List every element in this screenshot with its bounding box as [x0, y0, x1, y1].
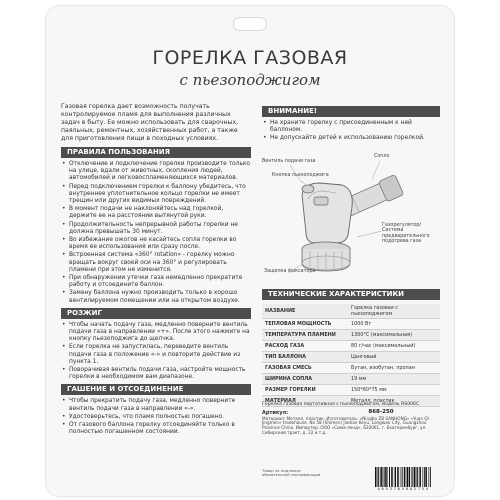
spec-value: Металл, пластик: [348, 395, 440, 406]
table-row: [262, 340, 440, 351]
list-item: • Не допускайте детей к использованию горелкой.: [262, 135, 440, 142]
barcode-bar: [404, 467, 406, 487]
barcode-bar: [394, 467, 395, 487]
barcode-bar: [407, 467, 408, 487]
article-code: 868-250: [368, 408, 394, 415]
barcode-bar: [402, 467, 403, 487]
specs-heading: ТЕХНИЧЕСКИЕ ХАРАКТЕРИСТИКИ: [262, 289, 440, 300]
list-item: • Продолжительность непрерывной работы горелки не должна превышать 30 минут.: [61, 222, 251, 236]
packaging-card: [45, 5, 455, 497]
list-item: • Во избежание ожогов не касайтесь сопла горелки во время ее использования или сразу после.: [61, 237, 251, 251]
list-item: • Встроенная система «360° rotation» - горелку можно вращать вокруг своей оси на 360° и регулировать пламени при этом не изменится.: [61, 252, 251, 274]
label-nozzle: Сопло: [374, 153, 390, 159]
barcode-bars: [374, 467, 432, 487]
table-row: [262, 373, 440, 384]
spec-value: 1000 Вт: [348, 318, 440, 329]
label-clamp: Защелка фиксатора: [264, 268, 316, 274]
spec-value: Цанговый: [348, 351, 440, 362]
torch-diagram: [262, 151, 440, 286]
spec-value: 19 мм: [348, 373, 440, 384]
barcode-bar: [424, 467, 425, 487]
list-item: • Замену баллона нужно производить только в хорошо вентилируемом помещении или на открытом воздухе.: [61, 290, 251, 304]
spec-key: ГАЗОВАЯ СМЕСЬ: [262, 362, 348, 373]
list-item: • Чтобы начать подачу газа, медленно поверните вентиль подачи газа в направлении «+». После этого нажмите на кнопку пьезоподжига до щелчка.: [61, 322, 251, 344]
list-item: • Чтобы прекратить подачу газа, медленно поверните вентиль подачи газа в направлении «-».: [61, 398, 251, 412]
barcode-bar: [377, 467, 378, 487]
barcode-bar: [375, 467, 377, 487]
barcode-bar: [406, 467, 407, 487]
ignition-list: [61, 322, 251, 382]
list-item: • Не храните горелку с присоединенным к ней баллоном.: [262, 120, 440, 134]
barcode-bar: [425, 467, 427, 487]
barcode-bar: [378, 467, 379, 487]
certification-note: Товар не подлежит обязательной сертификации: [262, 468, 321, 478]
warning-heading: ВНИМАНИЕ!: [262, 106, 440, 117]
spec-key: ТЕМПЕРАТУРА ПЛАМЕНИ: [262, 329, 348, 340]
barcode-bar: [422, 467, 423, 487]
spec-value: 80 г/час (максимальный): [348, 340, 440, 351]
article-label: Артикул:: [262, 409, 289, 416]
spec-key: РАЗМЕР ГОРЕЛКИ: [262, 384, 348, 395]
spec-key: РАСХОД ГАЗА: [262, 340, 348, 351]
section-heading-extinguish: ГАШЕНИЕ И ОТСОЕДИНЕНИЕ: [61, 384, 251, 395]
barcode-bar: [419, 467, 421, 487]
label-valve: Вентиль подачи газа: [262, 158, 316, 164]
barcode-bar: [416, 467, 417, 487]
section-heading-usage: ПРАВИЛА ПОЛЬЗОВАНИЯ: [61, 147, 251, 158]
barcode-bar: [384, 467, 385, 487]
article-block: [262, 402, 440, 436]
section-heading-ignition: РОЗЖИГ: [61, 308, 251, 319]
barcode-number: 4 6 0 3 7 8 0 6 8 2 7 5 4: [377, 487, 429, 491]
hang-hole: [233, 17, 267, 31]
barcode-bar: [391, 467, 393, 487]
barcode-bar: [430, 467, 431, 487]
instructions-column: [61, 103, 251, 438]
spec-key: МАТЕРИАЛ: [262, 395, 348, 406]
barcode-bar: [428, 467, 429, 487]
barcode-bar: [412, 467, 413, 487]
info-column: [262, 103, 440, 407]
barcode-bar: [387, 467, 388, 487]
table-row: [262, 329, 440, 340]
barcode-bar: [397, 467, 399, 487]
list-item: • Удостоверьтесь, что пламя полностью погашено.: [61, 414, 251, 421]
barcode-bar: [409, 467, 411, 487]
barcode-bar: [414, 467, 416, 487]
spec-key: ШИРИНА СОПЛА: [262, 373, 348, 384]
table-row: [262, 384, 440, 395]
spec-value: 150*60*75 мм: [348, 384, 440, 395]
barcode-bar: [411, 467, 412, 487]
barcode-bar: [400, 467, 401, 487]
list-item: • Отключение и подключение горелки производите только на улице, вдали от животных, скопления людей, автомобилей и легковоспламеняющихся материалов.: [61, 161, 251, 183]
barcode-bar: [395, 467, 396, 487]
barcode-bar: [380, 467, 382, 487]
list-item: • Поворачивая вентиль подачи газа, настройте мощность горелки в необходимом вам диапазоне.: [61, 367, 251, 381]
barcode-bar: [417, 467, 418, 487]
spec-key: НАЗВАНИЕ: [262, 304, 348, 319]
bottom-row: [262, 467, 440, 495]
table-row: [262, 351, 440, 362]
barcode-bar: [383, 467, 384, 487]
barcode-bar: [389, 467, 390, 487]
table-row: [262, 304, 440, 319]
spec-key: ТИП БАЛЛОНА: [262, 351, 348, 362]
specs-table: [262, 304, 440, 407]
table-row: [262, 318, 440, 329]
list-item: • От газового баллона горелку отсоединяйте только в полностью погашенном состоянии.: [61, 422, 251, 436]
label-piezo: Кнопка пьезоподжига: [272, 172, 329, 178]
warning-list: [262, 120, 440, 143]
manufacturer-info: Материал: Металл, пластик. Изготовитель: «Ningbo ZB SANHONG» «Yuan Qi Jingmen» tradehouse. No 58 (Shimen) Jiadian Keyu, Longwan City, Guangzhou Province China. Импортер: ООО «Сима-ленд», 620061, г. Екатеринбург, ул. Сибирский тракт, д. 22 и т.д.: [262, 415, 429, 435]
spec-value: 1300°С (максимальная): [348, 329, 440, 340]
spec-value: Горелка газовая с пьезоподжигом: [348, 304, 440, 319]
spec-key: ТЕПЛОВАЯ МОЩНОСТЬ: [262, 318, 348, 329]
barcode: [374, 467, 432, 493]
table-row: [262, 362, 440, 373]
list-item: • Если горелка не запустилась, переведите вентиль подачи газа в положение «-» и повторите действие из пункта 1.: [61, 344, 251, 366]
list-item: • Перед подключением горелки к баллону убедитесь, что внутреннее уплотнительное кольцо горелки не имеет трещин или других видимых повреждений.: [61, 184, 251, 206]
usage-list: [61, 161, 251, 305]
list-item: • При обнаружении утечки газа немедленно прекратите работу и отсоедините баллон.: [61, 275, 251, 289]
intro-text: Газовая горелка дает возможность получать контролируемое пламя для выполнения различных задач в быту. Ее можно использовать для сварочных, паяльных, ремонтных, хозяйственных работ, а также для приготовления пищи в походных условиях.: [61, 103, 239, 142]
product-title: ГОРЕЛКА ГАЗОВАЯ: [152, 47, 348, 69]
label-regulator: Газорегулятор/Система предварительного подогрева газа: [382, 222, 430, 245]
product-subtitle: с пьезоподжигом: [179, 71, 321, 89]
torch-illustration: [262, 151, 440, 286]
spec-value: Бутан, изобутан, пропан: [348, 362, 440, 373]
product-line: Горелка газовая портативная с пьезоподжигом, модель RS006C: [262, 402, 420, 407]
extinguish-list: [61, 398, 251, 436]
barcode-bar: [385, 467, 387, 487]
list-item: • В момент подачи не наклоняйтесь над горелкой, держите ее на расстоянии вытянутой руки.: [61, 206, 251, 220]
